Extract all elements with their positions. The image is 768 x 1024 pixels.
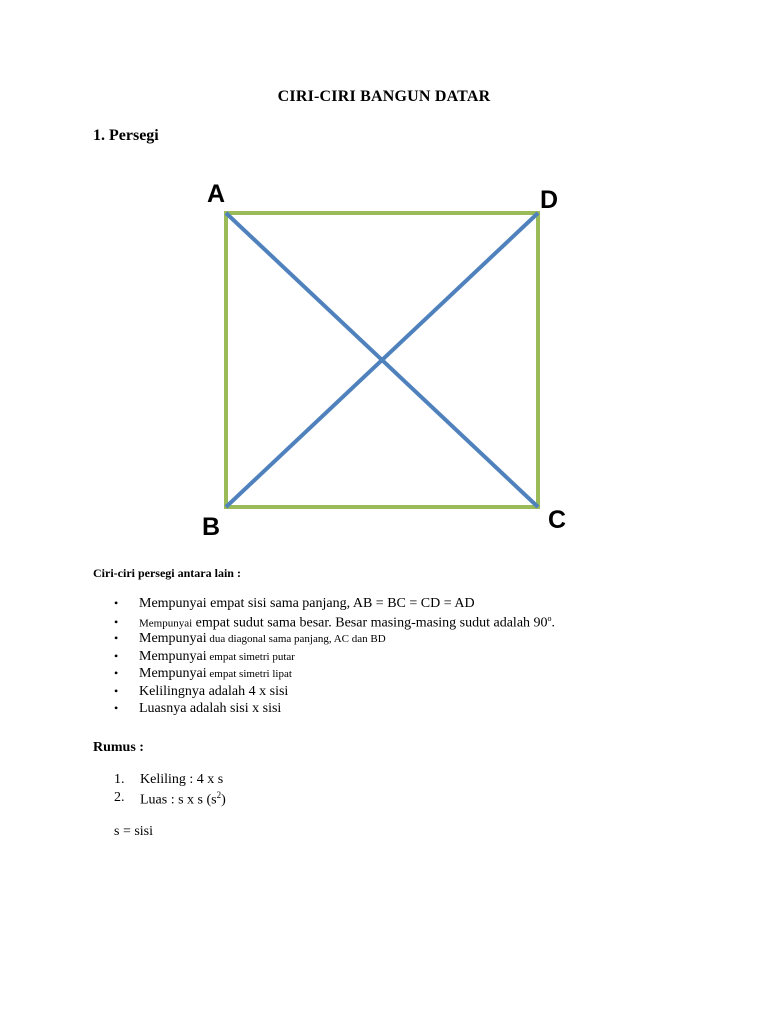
square-diagram xyxy=(190,170,590,550)
bullet-marker: • xyxy=(114,701,119,715)
formula-item xyxy=(114,772,226,790)
formula-list xyxy=(114,772,226,808)
formula-number: 2. xyxy=(114,790,125,805)
characteristics-list xyxy=(114,596,734,719)
bullet-marker: • xyxy=(114,596,119,610)
formula-text-part: ) xyxy=(221,792,226,808)
list-item-text-part: . xyxy=(551,615,556,631)
list-item-text-part: Mempunyai xyxy=(139,617,193,630)
list-item-text xyxy=(139,666,292,682)
exponent: 2 xyxy=(216,790,222,800)
formula-heading: Rumus : xyxy=(93,740,144,755)
list-item-text-part: empat simetri lipat xyxy=(206,668,292,680)
list-item-text-part: empat simetri putar xyxy=(206,650,295,663)
list-item xyxy=(114,666,734,684)
list-item-text-part: dua diagonal sama panjang, AC dan BD xyxy=(206,633,386,645)
characteristics-heading: Ciri-ciri persegi antara lain : xyxy=(93,566,241,580)
list-item-text: Kelilingnya adalah 4 x sisi xyxy=(139,683,289,699)
section-heading: 1. Persegi xyxy=(93,127,159,144)
list-item xyxy=(114,614,734,632)
list-item-text-part: Mempunyai xyxy=(139,631,207,646)
list-item-text-part: Mempunyai xyxy=(139,648,207,664)
vertex-label-b: B xyxy=(202,513,221,541)
list-item-text: Luasnya adalah sisi x sisi xyxy=(139,701,282,716)
variable-note: s = sisi xyxy=(114,824,154,839)
bullet-marker: • xyxy=(114,648,119,663)
list-item-text xyxy=(139,631,386,647)
list-item xyxy=(114,596,734,614)
list-item xyxy=(114,649,734,667)
square-figure xyxy=(190,170,590,550)
bullet-marker: • xyxy=(114,683,119,698)
vertex-label-c: C xyxy=(548,506,567,534)
list-item-text-part: empat sudut sama besar. Besar masing-masing sudut adalah 90 xyxy=(192,615,548,631)
document-title: CIRI-CIRI BANGUN DATAR xyxy=(277,88,491,105)
formula-text-part: Luas : s x s (s xyxy=(140,792,217,808)
formula-number: 1. xyxy=(114,772,125,787)
vertex-label-a: A xyxy=(207,180,226,208)
list-item-text xyxy=(139,614,555,632)
formula-text xyxy=(140,790,226,808)
bullet-marker: • xyxy=(114,666,119,680)
bullet-marker: • xyxy=(114,615,119,630)
list-item-text-part: Mempunyai xyxy=(139,666,207,681)
bullet-marker: • xyxy=(114,631,119,645)
vertex-label-d: D xyxy=(540,186,559,214)
degree-symbol: o xyxy=(547,613,552,623)
list-item-text xyxy=(139,649,295,665)
list-item xyxy=(114,684,734,702)
list-item xyxy=(114,701,734,719)
list-item-text: Mempunyai empat sisi sama panjang, AB = BC = CD = AD xyxy=(139,596,475,611)
formula-item xyxy=(114,790,226,808)
formula-text: Keliling : 4 x s xyxy=(140,772,224,787)
list-item xyxy=(114,631,734,649)
